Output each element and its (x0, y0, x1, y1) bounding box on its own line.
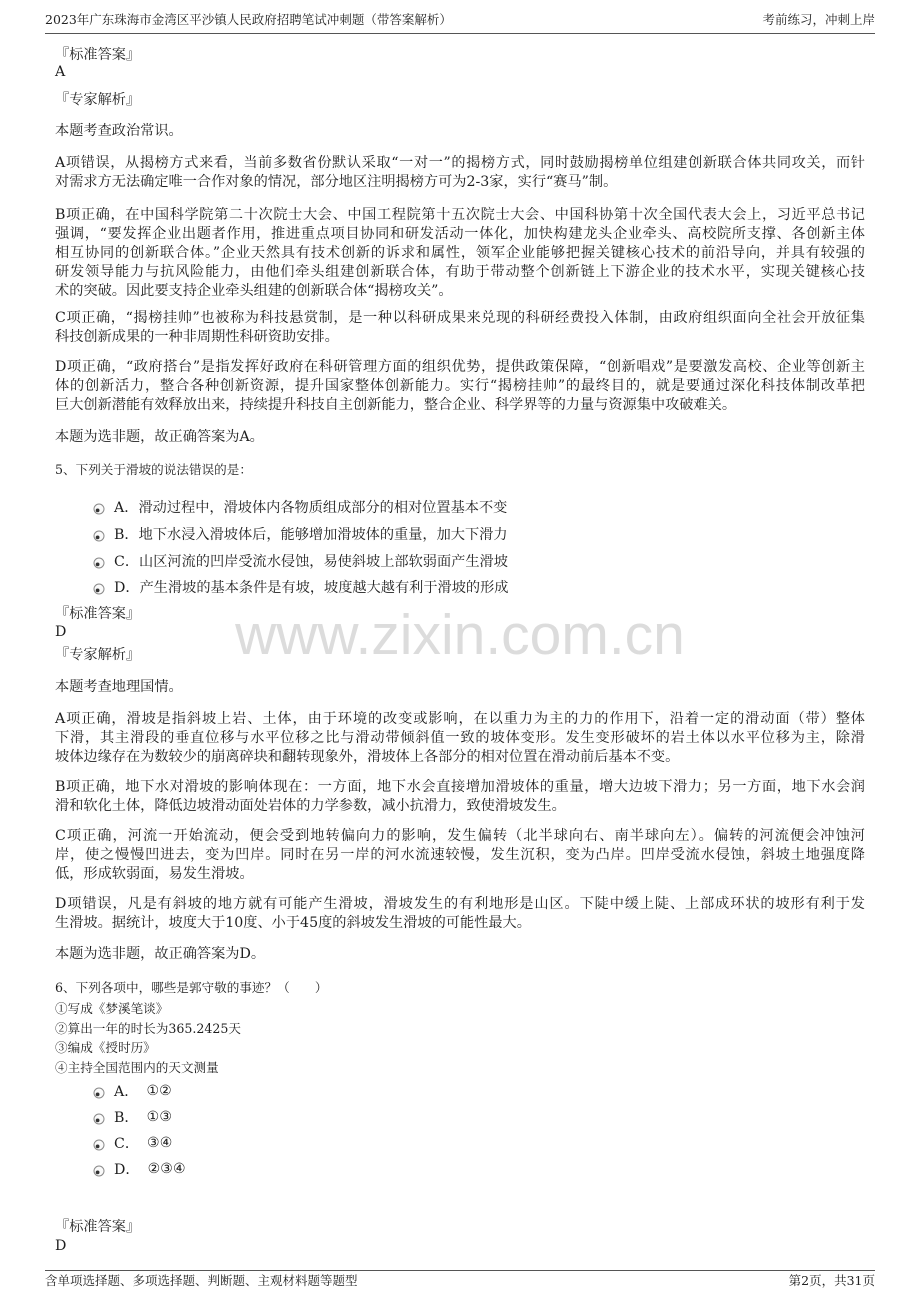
footer-question-types: 含单项选择题、多项选择题、判断题、主观材料题等题型 (45, 1273, 358, 1288)
option (93, 521, 508, 548)
option-list (93, 494, 508, 601)
option-label: C． (114, 1136, 140, 1152)
statement-item: ④主持全国范围内的天文测量 (55, 1060, 219, 1076)
radio-icon (93, 1139, 105, 1151)
option-label: C． (114, 553, 140, 570)
option-label: D． (114, 1162, 140, 1178)
option-text: 地下水浸入滑坡体后，能够增加滑坡体的重量，加大下滑力 (138, 527, 508, 544)
paragraph-line: 滑和软化土体，降低边坡滑动面处岩体的力学参数，减小抗滑力，致使滑坡发生。 (55, 798, 566, 814)
statement-list (55, 999, 865, 1078)
paragraph-line: 术的突破。因此要支持企业牵头组建的创新联合体“揭榜攻关”。 (55, 283, 453, 299)
paragraph-line: 对需求方无法确定唯一合作对象的情况，部分地区注明揭榜方可为2-3家，实行“赛马”制。 (55, 174, 618, 190)
paragraph-line: C项正确，“揭榜挂帅”也被称为科技悬赏制，是一种以科研成果来兑现的科研经费投入体制，由政府组织面向全社会开放征集 (55, 310, 865, 326)
option-text: ③④ (147, 1135, 173, 1151)
radio-icon (93, 530, 105, 542)
answer-label: 『标准答案』 (55, 606, 141, 622)
question-stem: 6、下列各项中，哪些是郭守敬的事迹？（ ） (55, 980, 328, 995)
answer-label: 『标准答案』 (55, 1219, 141, 1235)
document-title: 2023年广东珠海市金湾区平沙镇人民政府招聘笔试冲刺题（带答案解析） (45, 12, 452, 27)
option-text: ②③④ (147, 1161, 186, 1177)
radio-icon (93, 1087, 105, 1099)
analysis-paragraph (55, 358, 865, 415)
option-text: ①② (146, 1083, 172, 1099)
answer-value: D (55, 624, 67, 640)
statement-item: ②算出一年的时长为365.2425天 (55, 1020, 242, 1036)
analysis-paragraph (55, 778, 865, 816)
option-text: 产生滑坡的基本条件是有坡，坡度越大越有利于滑坡的形成 (139, 580, 509, 597)
paragraph-line: B项正确，地下水对滑坡的影响体现在：一方面，地下水会直接增加滑坡体的重量，增大边坡下滑力；另一方面，地下水会润 (55, 779, 865, 795)
analysis-paragraph (55, 154, 865, 192)
paragraph-line: A项错误，从揭榜方式来看，当前多数省份默认采取“一对一”的揭榜方式，同时鼓励揭榜单位组建创新联合体共同攻关，而针 (55, 155, 865, 171)
radio-icon (93, 583, 105, 595)
paragraph-line: 巨大创新潜能有效释放出来，持续提升科技自主创新能力，整合企业、科学界等的力量与资源集中攻破难关。 (55, 397, 737, 413)
analysis-label: 『专家解析』 (55, 647, 141, 663)
paragraph-line: B项正确，在中国科学院第二十次院士大会、中国工程院第十五次院士大会、中国科协第十次全国代表大会上，习近平总书记 (55, 207, 865, 223)
analysis-label: 『专家解析』 (55, 92, 141, 108)
option (93, 1104, 186, 1130)
footer-page-number: 第2页，共31页 (788, 1273, 875, 1288)
answer-label: 『标准答案』 (55, 47, 141, 63)
option (93, 494, 508, 521)
option-label: D． (114, 580, 140, 597)
paragraph-line: 体的创新活力，整合各种创新资源，提升国家整体创新能力。实行“揭榜挂帅”的最终目的，就是要通过深化科技体制改革把 (55, 378, 865, 394)
option-label: A． (114, 1084, 139, 1100)
answer-value: A (55, 64, 66, 80)
option-text: 滑动过程中，滑坡体内各物质组成部分的相对位置基本不变 (138, 500, 508, 517)
answer-value: D (55, 1238, 67, 1254)
paragraph-line: D项错误，凡是有斜坡的地方就有可能产生滑坡，滑坡发生的有利地形是山区。下陡中缓上陡、上部成环状的坡形有利于发 (55, 896, 865, 912)
paragraph-line: 下滑，其主滑段的垂直位移与水平位移之比与滑动带倾斜值一致的坡体变形。发生变形破坏的岩土体以水平位移为主，除滑 (55, 730, 865, 746)
analysis-paragraph (55, 827, 865, 884)
option-label: B． (114, 1110, 139, 1126)
option (93, 1078, 186, 1104)
paragraph-line: 研发领导能力与抗风险能力，由他们牵头组建创新联合体，有助于带动整个创新链上下游企业的技术水平，实现关键核心技 (55, 264, 865, 280)
paragraph-line: 坡体边缘存在为数较少的崩离碎块和翻转现象外，滑坡体上各部分的相对位置在滑动前后基本不变。 (55, 749, 680, 765)
radio-icon (93, 503, 105, 515)
paragraph-line: 生滑坡。据统计，坡度大于10度、小于45度的斜坡发生滑坡的可能性最大。 (55, 915, 531, 931)
option-list (93, 1078, 186, 1182)
option-label: A． (114, 500, 139, 517)
analysis-topic: 本题考查政治常识。 (55, 123, 183, 139)
radio-icon (93, 557, 105, 569)
statement-item: ①写成《梦溪笔谈》 (55, 1001, 169, 1016)
paragraph-line: 低，形成软弱面，易发生滑坡。 (55, 866, 254, 882)
header-divider (45, 33, 875, 34)
watermark: www.zixin.com.cn (235, 603, 685, 667)
analysis-paragraph (55, 895, 865, 933)
option-text: ①③ (146, 1109, 173, 1125)
option (93, 547, 508, 574)
paragraph-line: 科技创新成果的一种非周期性科研资助安排。 (55, 329, 339, 345)
analysis-conclusion: 本题为选非题，故正确答案为D。 (55, 946, 266, 962)
paragraph-line: A项正确，滑坡是指斜坡上岩、土体，由于环境的改变或影响，在以重力为主的力的作用下，沿着一定的滑动面（带）整体 (55, 711, 865, 727)
option-text: 山区河流的凹岸受流水侵蚀，易使斜坡上部软弱面产生滑坡 (139, 553, 508, 570)
paragraph-line: D项正确，“政府搭台”是指发挥好政府在科研管理方面的组织优势，提供政策保障，“创新唱戏”是要激发高校、企业等创新主 (55, 359, 865, 375)
header-slogan: 考前练习，冲刺上岸 (762, 12, 875, 27)
option (93, 1130, 186, 1156)
analysis-paragraph (55, 710, 865, 767)
option (93, 574, 508, 601)
paragraph-line: 岸，使之慢慢凹进去，变为凹岸。同时在另一岸的河水流速较慢，发生沉积，变为凸岸。凹岸受流水侵蚀，斜坡土地强度降 (55, 847, 865, 863)
statement-item: ③编成《授时历》 (55, 1040, 156, 1056)
radio-icon (93, 1113, 105, 1125)
radio-icon (93, 1165, 105, 1177)
option-label: B． (114, 527, 139, 544)
paragraph-line: 相互协同的创新联合体。”企业天然具有技术创新的诉求和属性，领军企业能够把握关键核心技术的前沿导向，并具有较强的 (55, 245, 865, 261)
analysis-conclusion: 本题为选非题，故正确答案为A。 (55, 429, 264, 445)
paragraph-line: C项正确，河流一开始流动，便会受到地转偏向力的影响，发生偏转（北半球向右、南半球向左）。偏转的河流便会冲蚀河 (55, 828, 865, 844)
footer-divider (45, 1270, 875, 1271)
analysis-topic: 本题考查地理国情。 (55, 679, 183, 695)
question-stem: 5、下列关于滑坡的说法错误的是： (55, 462, 252, 477)
analysis-paragraph (55, 206, 865, 301)
paragraph-line: 强调，“要发挥企业出题者作用，推进重点项目协同和研发活动一体化，加快构建龙头企业牵头、高校院所支撑、各创新主体 (55, 226, 865, 242)
analysis-paragraph (55, 309, 865, 347)
option (93, 1156, 186, 1182)
